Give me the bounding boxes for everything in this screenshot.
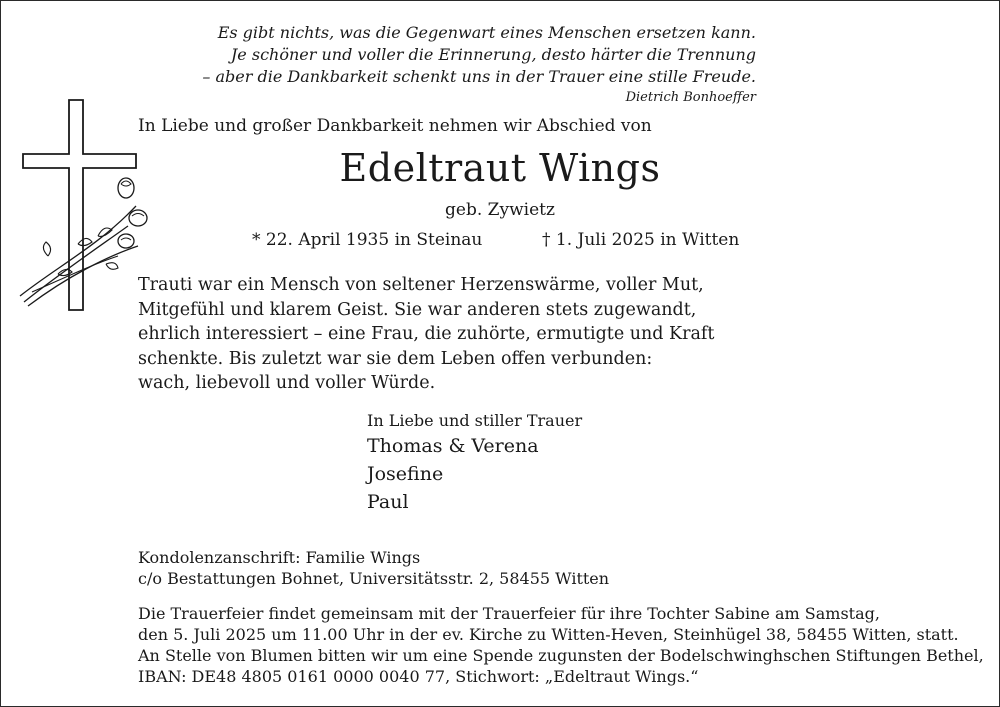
tribute-text: [138, 273, 714, 396]
death-date: † 1. Juli 2025 in Witten: [542, 230, 740, 250]
service-line: IBAN: DE48 4805 0161 0000 0040 77, Stichwort: „Edeltraut Wings.“: [138, 667, 699, 686]
tribute-line: Trauti war ein Mensch von seltener Herzenswärme, voller Mut,: [138, 275, 704, 295]
deceased-name: Edeltraut Wings: [339, 146, 661, 190]
quote-line: Je schöner und voller die Erinnerung, desto härter die Trennung: [230, 45, 756, 64]
quote-line: – aber die Dankbarkeit schenkt uns in der Trauer eine stille Freude.: [202, 67, 756, 86]
service-line: Die Trauerfeier findet gemeinsam mit der Trauerfeier für ihre Tochter Sabine am Samstag,: [138, 604, 880, 623]
birth-name: geb. Zywietz: [445, 200, 555, 220]
quote-line: Es gibt nichts, was die Gegenwart eines Menschen ersetzen kann.: [217, 23, 756, 42]
service-line: den 5. Juli 2025 um 11.00 Uhr in der ev. Kirche zu Witten-Heven, Steinhügel 38, 58455 Witten, statt.: [138, 625, 959, 644]
family-signatures: [367, 410, 582, 516]
family-member: Thomas & Verena: [367, 435, 539, 457]
tribute-line: ehrlich interessiert – eine Frau, die zuhörte, ermutigte und Kraft: [138, 324, 715, 344]
intro-line: In Liebe und großer Dankbarkeit nehmen wir Abschied von: [138, 116, 652, 136]
condolence-line: Kondolenzanschrift: Familie Wings: [138, 548, 421, 567]
family-heading: In Liebe und stiller Trauer: [367, 411, 583, 430]
tribute-line: schenkte. Bis zuletzt war sie dem Leben offen verbunden:: [138, 348, 653, 369]
bonhoeffer-quote: [202, 22, 756, 108]
condolence-address: [138, 547, 609, 589]
service-line: An Stelle von Blumen bitten wir um eine Spende zugunsten der Bodelschwinghschen Stiftungen Bethel,: [138, 646, 984, 665]
family-member: Josefine: [367, 463, 444, 485]
quote-author: Dietrich Bonhoeffer: [625, 90, 756, 105]
condolence-line: c/o Bestattungen Bohnet, Universitätsstr. 2, 58455 Witten: [138, 569, 610, 588]
family-member: Paul: [367, 491, 409, 513]
tribute-line: Mitgefühl und klarem Geist. Sie war anderen stets zugewandt,: [138, 299, 697, 320]
tribute-line: wach, liebevoll und voller Würde.: [138, 373, 436, 393]
funeral-service-info: [138, 603, 984, 687]
birth-date: * 22. April 1935 in Steinau: [252, 230, 483, 250]
